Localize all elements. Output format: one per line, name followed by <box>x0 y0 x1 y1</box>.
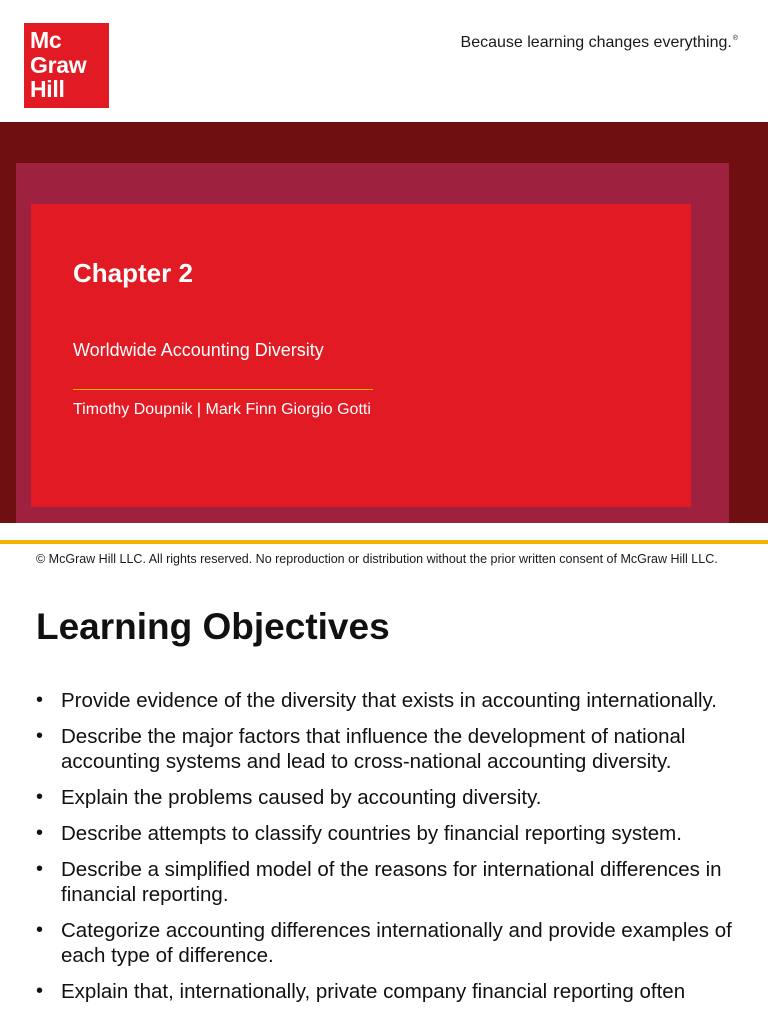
objective-item <box>36 918 736 968</box>
objective-item <box>36 979 736 1004</box>
tagline-text: Because learning changes everything. <box>460 34 732 51</box>
bullet-icon: • <box>36 689 44 711</box>
title-banner-frame <box>16 163 729 523</box>
authors: Timothy Doupnik | Mark Finn Giorgio Gotti <box>73 401 371 418</box>
learning-objectives-list <box>36 688 736 1015</box>
gold-divider-band <box>0 540 768 544</box>
logo-line: Hill <box>30 76 65 102</box>
objective-text: Describe attempts to classify countries by financial reporting system. <box>61 822 682 845</box>
bullet-icon: • <box>36 786 44 808</box>
objective-text: Provide evidence of the diversity that exists in accounting internationally. <box>61 689 717 712</box>
mcgraw-hill-logo <box>24 23 109 108</box>
copyright-notice: © McGraw Hill LLC. All rights reserved. No reproduction or distribution without the prior written consent of McGraw Hill LLC. <box>36 552 718 566</box>
objective-item <box>36 785 736 810</box>
title-banner <box>0 122 768 523</box>
bullet-icon: • <box>36 980 44 1002</box>
objective-item <box>36 821 736 846</box>
objective-text: Categorize accounting differences internationally and provide examples of each type of difference. <box>61 919 732 967</box>
objective-text: Describe a simplified model of the reasons for international differences in financial reporting. <box>61 858 722 906</box>
bullet-icon: • <box>36 919 44 941</box>
objective-item <box>36 857 736 907</box>
objective-text: Explain the problems caused by accounting diversity. <box>61 786 542 809</box>
logo-line: Graw <box>30 51 87 78</box>
objective-item <box>36 724 736 774</box>
logo-line: Mc <box>30 27 62 53</box>
title-card <box>31 204 691 507</box>
learning-objectives-title: Learning Objectives <box>36 606 390 647</box>
chapter-title: Chapter 2 <box>73 258 193 288</box>
registered-mark: ® <box>732 35 738 42</box>
objective-text: Explain that, internationally, private company financial reporting often <box>61 980 686 1003</box>
bullet-icon: • <box>36 822 44 844</box>
slide-header <box>0 0 768 122</box>
divider-rule <box>73 389 373 390</box>
objective-item <box>36 688 736 713</box>
chapter-subtitle: Worldwide Accounting Diversity <box>73 340 324 360</box>
bullet-icon: • <box>36 858 44 880</box>
tagline <box>461 34 738 52</box>
objective-text: Describe the major factors that influence the development of national accounting systems and lead to cross-national accounting diversity. <box>61 725 686 773</box>
bullet-icon: • <box>36 725 44 747</box>
